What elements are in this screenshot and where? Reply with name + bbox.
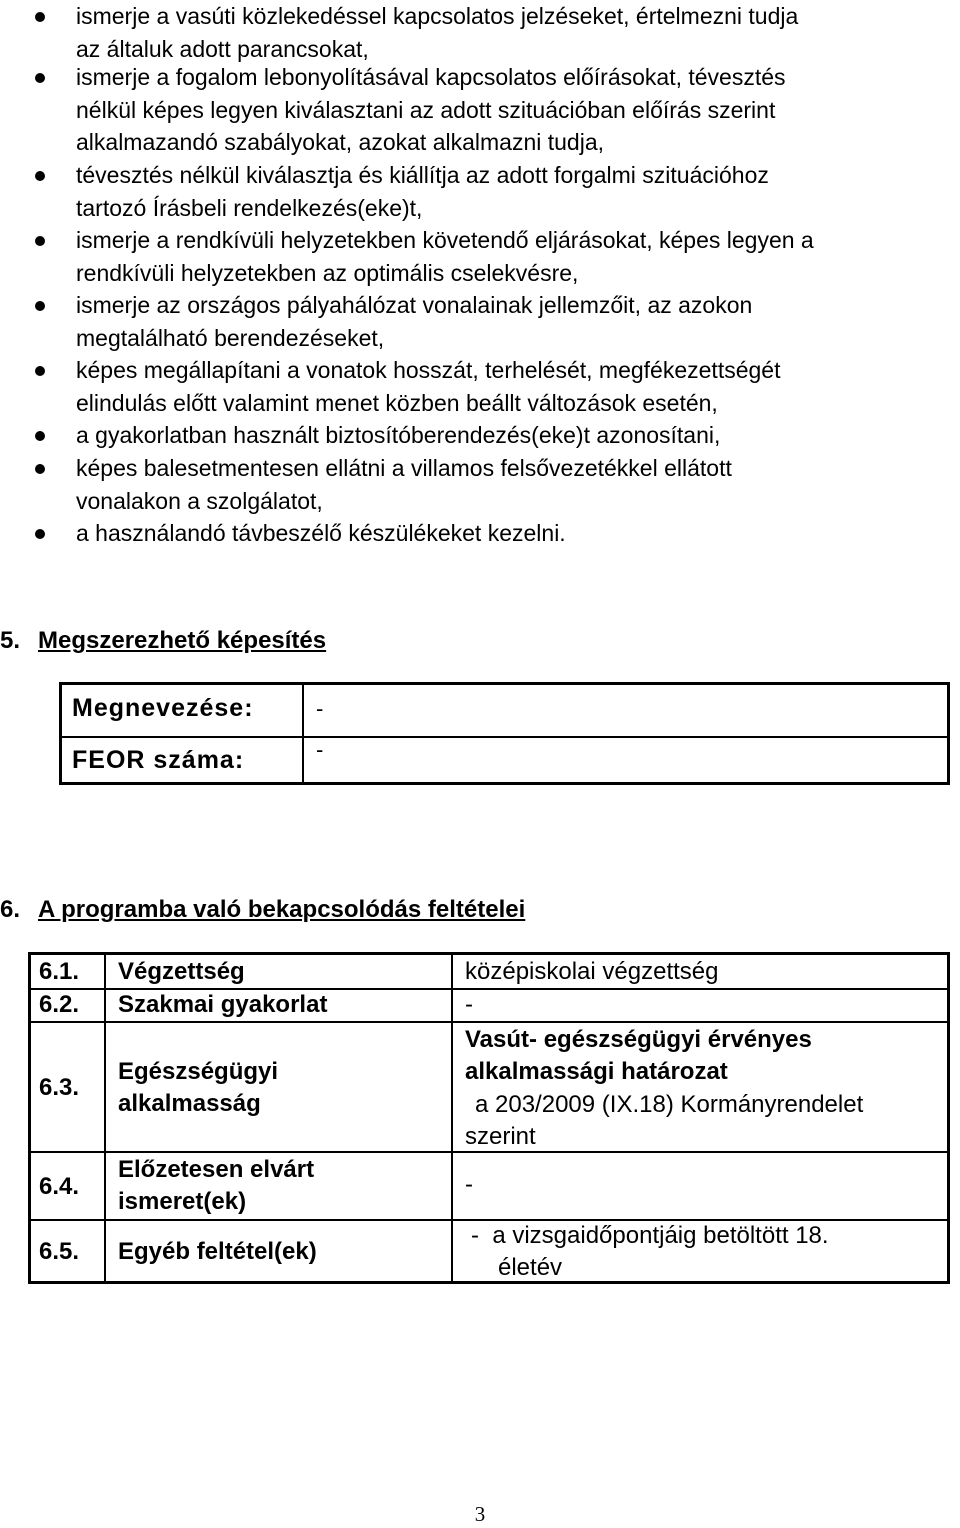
conditions-table — [28, 952, 950, 1284]
bullet-dot-icon — [35, 301, 45, 311]
list-item — [76, 159, 956, 224]
list-item — [76, 224, 956, 289]
list-item — [76, 419, 956, 452]
bullet-dot-icon — [35, 464, 45, 474]
bullet-dot-icon — [35, 171, 45, 181]
list-item — [76, 354, 956, 419]
row-label: Egészségügyi — [118, 1058, 279, 1085]
row-label: Végzettség — [118, 958, 245, 985]
section-number: 6. — [0, 896, 21, 923]
bullet-dot-icon — [35, 431, 45, 441]
table-divider — [31, 1021, 947, 1023]
list-item-line: tartozó Írásbeli rendelkezés(eke)t, — [76, 194, 423, 221]
list-item-line: vonalakon a szolgálatot, — [76, 487, 323, 514]
row-value: - — [465, 991, 473, 1018]
row-value: középiskolai végzettség — [465, 958, 719, 985]
list-item-line: nélkül képes legyen kiválasztani az adott szituációban előírás szerint — [76, 96, 776, 123]
row-label: ismeret(ek) — [118, 1188, 247, 1215]
list-item-line: rendkívüli helyzetekben az optimális cselekvésre, — [76, 259, 579, 286]
row-value: a 203/2009 (IX.18) Kormányrendelet — [475, 1091, 864, 1118]
qualification-name-label: Megnevezése: — [72, 694, 254, 722]
list-item — [76, 61, 956, 159]
table-divider — [302, 737, 304, 782]
page-number: 3 — [474, 1502, 486, 1526]
row-value: - a vizsgaidőpontjáig betöltött 18. — [471, 1222, 829, 1249]
list-item-line: a használandó távbeszélő készülékeket kezelni. — [76, 520, 566, 546]
feor-number-label: FEOR száma: — [72, 746, 245, 774]
section-number: 5. — [0, 627, 21, 654]
row-number: 6.5. — [39, 1238, 80, 1265]
list-item-line: elindulás előtt valamint menet közben beállt változások esetén, — [76, 389, 718, 416]
row-number: 6.1. — [39, 958, 80, 985]
row-label: alkalmasság — [118, 1090, 261, 1117]
bullet-dot-icon — [35, 366, 45, 376]
list-item — [76, 452, 956, 517]
row-label: Egyéb feltétel(ek) — [118, 1238, 317, 1265]
row-value: életév — [498, 1254, 563, 1281]
row-value: - — [465, 1171, 473, 1198]
list-item-line: képes balesetmentesen ellátni a villamos felsővezetékkel ellátott — [76, 455, 732, 481]
list-item-line: a gyakorlatban használt biztosítóberendezés(eke)t azonosítani, — [76, 422, 721, 448]
list-item — [76, 517, 956, 550]
table-divider — [104, 955, 106, 1281]
table-row — [62, 685, 947, 738]
qualification-name-value: - — [316, 696, 324, 721]
table-divider — [302, 685, 304, 736]
row-label: Előzetesen elvárt — [118, 1156, 315, 1183]
list-item-line: megtalálható berendezéseket, — [76, 324, 385, 351]
row-value: alkalmassági határozat — [465, 1058, 728, 1085]
row-value: szerint — [465, 1123, 536, 1150]
bullet-dot-icon — [35, 529, 45, 539]
bullet-dot-icon — [35, 236, 45, 246]
section-title: A programba való bekapcsolódás feltételei — [38, 896, 526, 923]
table-row — [62, 737, 947, 782]
list-item-line: ismerje a rendkívüli helyzetekben követendő eljárásokat, képes legyen a — [76, 227, 814, 253]
list-item-line: alkalmazandó szabályokat, azokat alkalmazni tudja, — [76, 129, 605, 155]
section-title: Megszerezhető képesítés — [38, 627, 327, 654]
list-item-line: ismerje az országos pályahálózat vonalainak jellemzőit, az azokon — [76, 292, 753, 318]
table-divider — [451, 955, 453, 1281]
list-item-line: az általuk adott parancsokat, — [76, 35, 369, 62]
list-item-line: tévesztés nélkül kiválasztja és kiállítja az adott forgalmi szituációhoz — [76, 162, 769, 188]
bullet-dot-icon — [35, 12, 45, 22]
bullet-dot-icon — [35, 73, 45, 83]
row-value: Vasút- egészségügyi érvényes — [465, 1026, 812, 1053]
list-item — [76, 0, 956, 65]
list-item-line: ismerje a fogalom lebonyolításával kapcsolatos előírásokat, tévesztés — [76, 64, 786, 90]
list-item — [76, 289, 956, 354]
row-number: 6.3. — [39, 1074, 80, 1101]
feor-number-value: - — [316, 737, 324, 762]
list-item-line: képes megállapítani a vonatok hosszát, terhelését, megfékezettségét — [76, 357, 781, 383]
qualification-table — [59, 682, 950, 785]
row-label: Szakmai gyakorlat — [118, 991, 328, 1018]
row-number: 6.2. — [39, 991, 80, 1018]
list-item-line: ismerje a vasúti közlekedéssel kapcsolatos jelzéseket, értelmezni tudja — [76, 3, 799, 29]
row-number: 6.4. — [39, 1173, 80, 1200]
